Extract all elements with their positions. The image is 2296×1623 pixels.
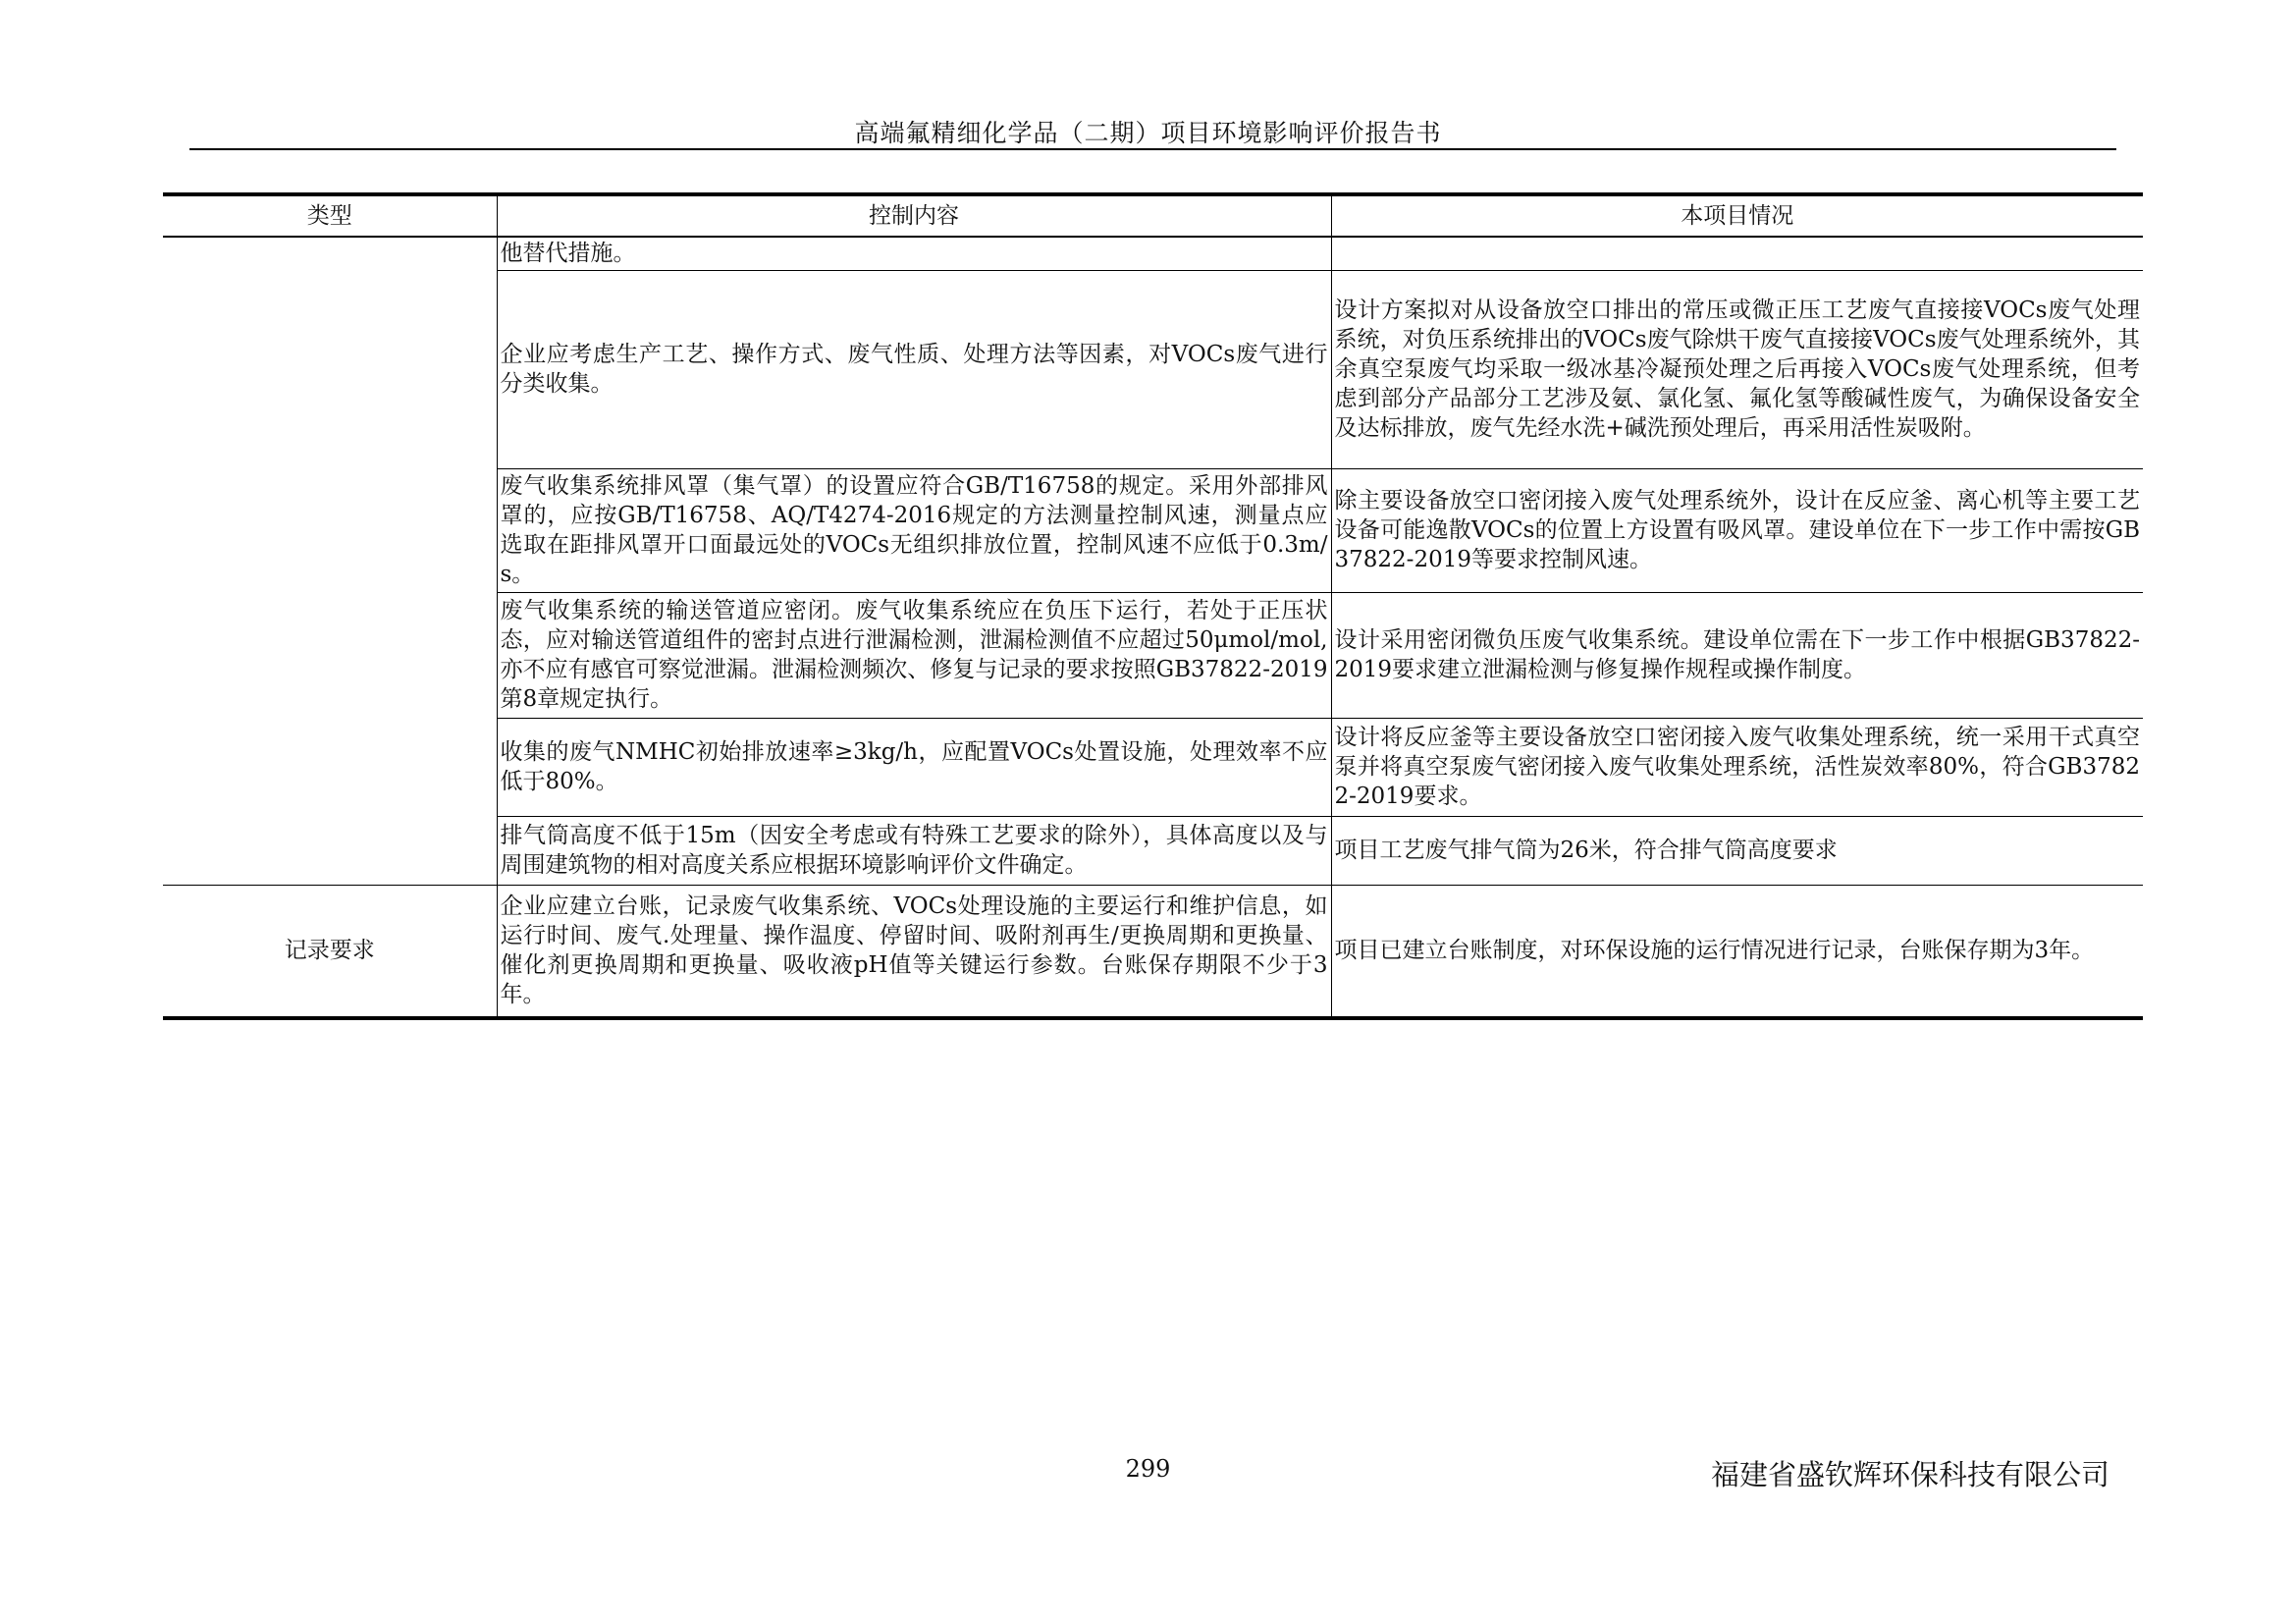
situation-cell: 除主要设备放空口密闭接入废气处理系统外，设计在反应釜、离心机等主要工艺设备可能逸散VOCs的位置上方设置有吸风罩。建设单位在下一步工作中需按GB37822-2019等要求控制风速。 bbox=[1331, 468, 2143, 592]
situation-cell: 设计采用密闭微负压废气收集系统。建设单位需在下一步工作中根据GB37822-2019要求建立泄漏检测与修复操作规程或操作制度。 bbox=[1331, 592, 2143, 718]
table-row-record bbox=[163, 885, 2143, 1018]
control-cell: 企业应建立台账，记录废气收集系统、VOCs处理设施的主要运行和维护信息，如运行时间、废气.处理量、操作温度、停留时间、吸附剂再生/更换周期和更换量、催化剂更换周期和更换量、吸收液pH值等关键运行参数。台账保存期限不少于3年。 bbox=[497, 885, 1331, 1018]
page-header-title: 高端氟精细化学品（二期）项目环境影响评价报告书 bbox=[854, 119, 1442, 147]
control-cell: 排气筒高度不低于15m（因安全考虑或有特殊工艺要求的除外），具体高度以及与周围建筑物的相对高度关系应根据环境影响评价文件确定。 bbox=[497, 816, 1331, 885]
category-cell-empty bbox=[163, 237, 497, 885]
control-cell: 废气收集系统的输送管道应密闭。废气收集系统应在负压下运行，若处于正压状态，应对输送管道组件的密封点进行泄漏检测，泄漏检测值不应超过50μmol/mol,亦不应有感官可察觉泄漏。泄漏检测频次、修复与记录的要求按照GB37822-2019第8章规定执行。 bbox=[497, 592, 1331, 718]
table-row bbox=[163, 237, 2143, 270]
table-header-row bbox=[163, 194, 2143, 237]
control-measures-table bbox=[163, 192, 2143, 1020]
column-header-control: 控制内容 bbox=[497, 194, 1331, 237]
page-number: 299 bbox=[1125, 1455, 1171, 1483]
column-header-type: 类型 bbox=[163, 194, 497, 237]
situation-cell: 设计将反应釜等主要设备放空口密闭接入废气收集处理系统，统一采用干式真空泵并将真空泵废气密闭接入废气收集处理系统，活性炭效率80%，符合GB37822-2019要求。 bbox=[1331, 718, 2143, 816]
situation-cell: 设计方案拟对从设备放空口排出的常压或微正压工艺废气直接接VOCs废气处理系统，对负压系统排出的VOCs废气除烘干废气直接接VOCs废气处理系统外，其余真空泵废气均采取一级冰基冷凝预处理之后再接入VOCs废气处理系统，但考虑到部分产品部分工艺涉及氨、氯化氢、氟化氢等酸碱性废气，为确保设备安全及达标排放，废气先经水洗+碱洗预处理后，再采用活性炭吸附。 bbox=[1331, 270, 2143, 468]
control-cell: 企业应考虑生产工艺、操作方式、废气性质、处理方法等因素，对VOCs废气进行分类收集。 bbox=[497, 270, 1331, 468]
column-header-situation: 本项目情况 bbox=[1331, 194, 2143, 237]
header-rule bbox=[189, 148, 2116, 150]
category-cell-record: 记录要求 bbox=[163, 885, 497, 1018]
footer-company: 福建省盛钦辉环保科技有限公司 bbox=[1710, 1458, 2109, 1491]
control-cell: 他替代措施。 bbox=[497, 237, 1331, 270]
situation-cell: 项目工艺废气排气筒为26米，符合排气筒高度要求 bbox=[1331, 816, 2143, 885]
situation-cell: 项目已建立台账制度，对环保设施的运行情况进行记录，台账保存期为3年。 bbox=[1331, 885, 2143, 1018]
control-cell: 收集的废气NMHC初始排放速率≥3kg/h，应配置VOCs处置设施，处理效率不应低于80%。 bbox=[497, 718, 1331, 816]
situation-cell bbox=[1331, 237, 2143, 270]
control-cell: 废气收集系统排风罩（集气罩）的设置应符合GB/T16758的规定。采用外部排风罩的，应按GB/T16758、AQ/T4274-2016规定的方法测量控制风速，测量点应选取在距排风罩开口面最远处的VOCs无组织排放位置，控制风速不应低于0.3m/s。 bbox=[497, 468, 1331, 592]
